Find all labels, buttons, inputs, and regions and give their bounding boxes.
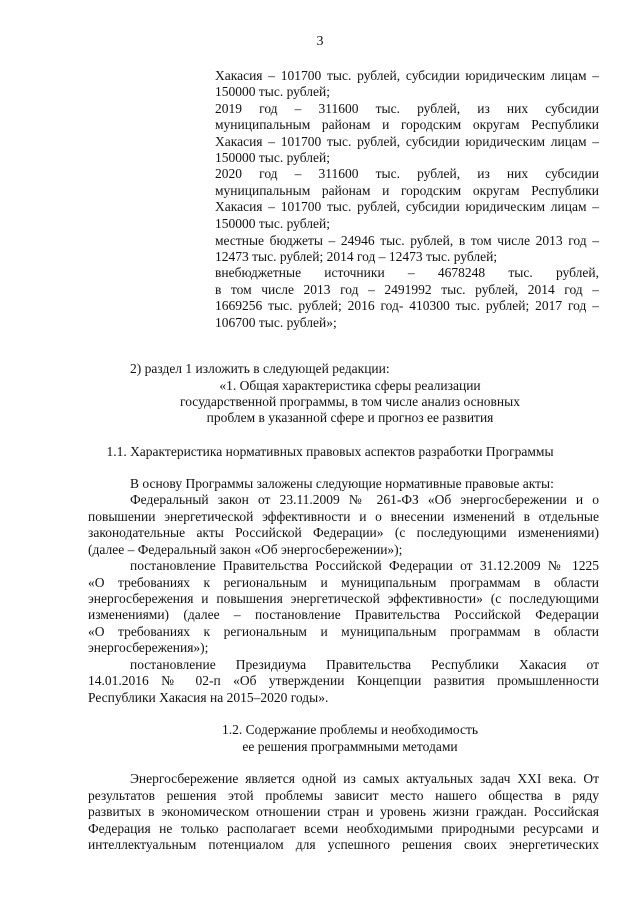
body-line: (далее – Федеральный закон «Об энергосбережении»); (88, 542, 403, 557)
section-title-line: государственной программы, в том числе анализ основных (180, 394, 520, 409)
body-line: постановление Правительства Российской Федерации от 31.12.2009 № 1225 (130, 558, 599, 573)
body-line: Федерация не только располагает всеми необходимыми природными ресурсами и (88, 821, 599, 836)
section-intro: 2) раздел 1 изложить в следующей редакции: (130, 361, 390, 376)
body-line: «О требованиях к региональным и муниципальным программам в области (88, 575, 599, 590)
section-title-line: проблем в указанной сфере и прогноз ее развития (206, 410, 494, 425)
body-line: интеллектуальным потенциалом для успешного решения своих энергетических (88, 837, 599, 852)
body-line: «О требованиях к региональным и муниципальным программам в области (88, 624, 599, 639)
body-line: энергосбережения»); (88, 640, 209, 655)
funding-line: 1669256 тыс. рублей; 2016 год- 410300 тыс. рублей; 2017 год – (215, 298, 599, 313)
funding-line: Хакасия – 101700 тыс. рублей, субсидии юридическим лицам – (215, 134, 599, 149)
funding-line: 2020 год – 311600 тыс. рублей, из них субсидии (215, 166, 599, 181)
funding-line: 106700 тыс. рублей»; (215, 315, 337, 330)
subsection-heading: ее решения программными методами (242, 739, 458, 754)
body-line: В основу Программы заложены следующие нормативные правовые акты: (130, 476, 554, 491)
funding-line: Хакасия – 101700 тыс. рублей, субсидии юридическим лицам – (215, 68, 599, 83)
funding-line: 150000 тыс. рублей; (215, 216, 330, 231)
funding-line: 12473 тыс. рублей; 2014 год – 12473 тыс. рублей; (215, 249, 498, 264)
funding-line: 150000 тыс. рублей; (215, 84, 330, 99)
funding-line: Хакасия – 101700 тыс. рублей, субсидии юридическим лицам – (215, 199, 599, 214)
funding-line: 150000 тыс. рублей; (215, 150, 330, 165)
body-line: Энергосбережение является одной из самых актуальных задач XXI века. От (130, 771, 599, 786)
body-line: Федеральный закон от 23.11.2009 № 261-ФЗ «Об энергосбережении и о (130, 492, 599, 507)
body-line: развитых в экономическом отношении стран и уровень жизни граждан. Российская (88, 804, 599, 819)
funding-line: местные бюджеты – 24946 тыс. рублей, в том числе 2013 год – (215, 233, 599, 248)
section-title-line: «1. Общая характеристика сферы реализации (219, 378, 481, 393)
funding-line: 2019 год – 311600 тыс. рублей, из них субсидии (215, 101, 599, 116)
body-line: энергосбережения и повышения энергетической эффективности» (с последующими (88, 591, 599, 606)
body-line: Республики Хакасия на 2015–2020 годы». (88, 690, 329, 705)
funding-line: муниципальным районам и городским округам Республики (215, 117, 599, 132)
subsection-heading: 1.2. Содержание проблемы и необходимость (222, 722, 478, 737)
funding-line: муниципальным районам и городским округам Республики (215, 183, 599, 198)
funding-line: внебюджетные источники – 4678248 тыс. рублей, (215, 265, 599, 280)
subsection-heading: 1.1. Характеристика нормативных правовых аспектов разработки Программы (106, 444, 554, 459)
body-line: повышении энергетической эффективности и о внесении изменений в отдельные (88, 509, 599, 524)
body-line: результатов решения этой проблемы зависит место нашего общества в ряду (88, 788, 599, 803)
funding-line: в том числе 2013 год – 2491992 тыс. рублей, 2014 год – (215, 282, 599, 297)
body-line: законодательные акты Российской Федерации» (с последующими изменениями) (88, 525, 599, 540)
body-line: изменениями) (далее – постановление Правительства Российской Федерации (88, 607, 599, 622)
body-line: постановление Президиума Правительства Республики Хакасия от (130, 657, 599, 672)
body-line: 14.01.2016 № 02-п «Об утверждении Концепции развития промышленности (88, 673, 599, 688)
page-number: 3 (316, 34, 324, 49)
